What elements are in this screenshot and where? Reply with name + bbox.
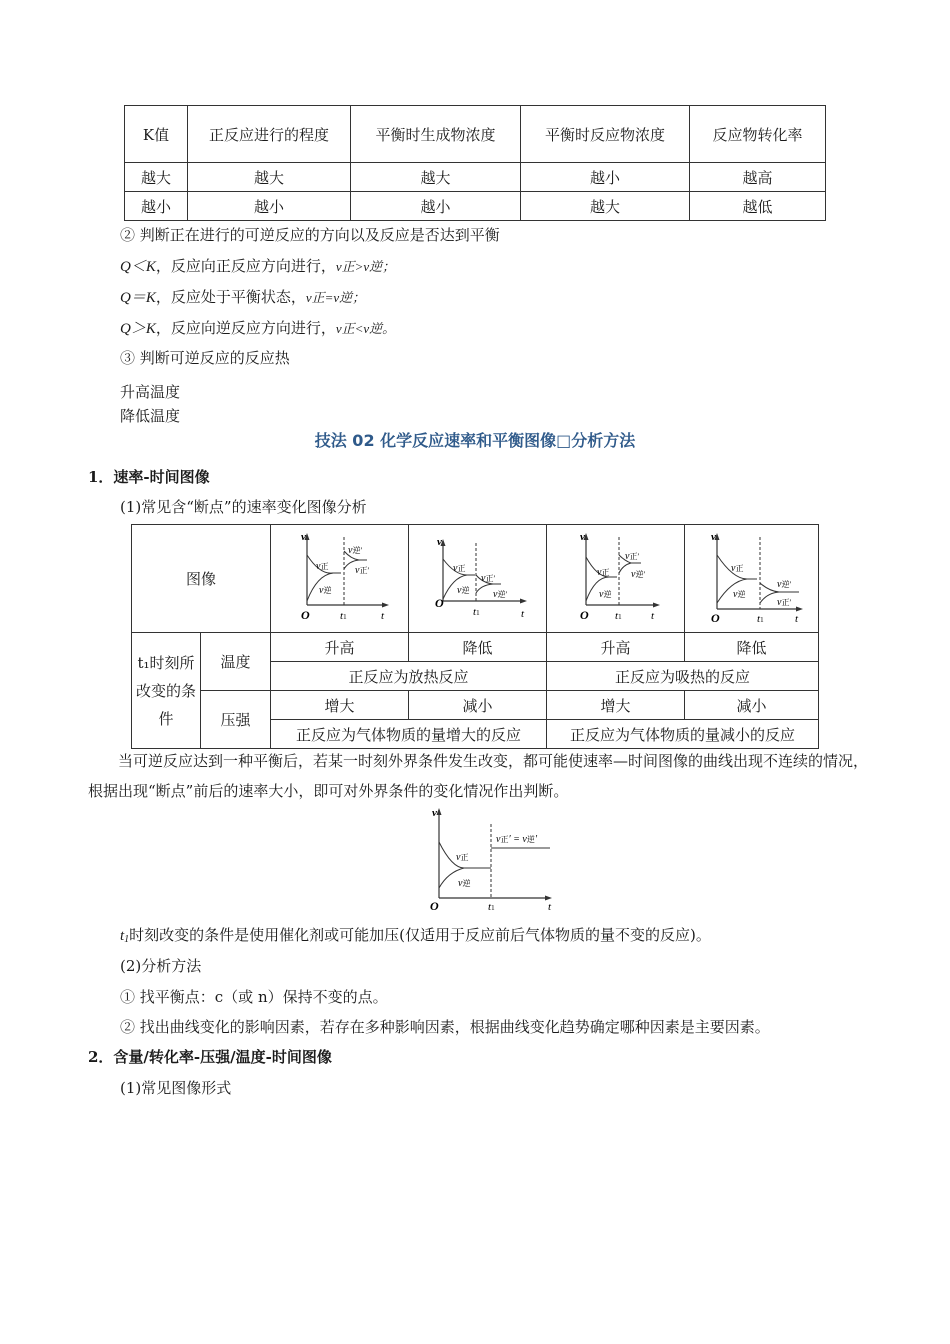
condition: Q＝K — [120, 290, 156, 306]
header-cell: 平衡时反应物浓度 — [521, 106, 690, 163]
svg-text:v逆: v逆 — [456, 584, 469, 596]
temperature-label: 温度 — [201, 633, 271, 691]
table-row — [125, 192, 826, 221]
svg-text:v逆: v逆 — [598, 588, 611, 600]
graph-cell-1 — [271, 525, 409, 633]
rate-graph-raise-temp-endo — [551, 527, 681, 627]
item-3-title: ③ 判断可逆反应的反应热 — [120, 349, 290, 367]
section-1-sub1: (1)常见含“断点”的速率变化图像分析 — [120, 498, 367, 516]
svg-text:O: O — [430, 899, 439, 913]
svg-text:v正: v正 — [596, 566, 609, 578]
svg-text:t1: t1 — [614, 609, 622, 622]
graph-cell-4 — [685, 525, 819, 633]
svg-text:v正′ = v逆′: v正′ = v逆′ — [496, 834, 538, 845]
graph-cell-3 — [547, 525, 685, 633]
svg-text:v正: v正 — [730, 562, 743, 574]
svg-text:O: O — [579, 607, 589, 622]
cell: 越小 — [521, 163, 690, 192]
svg-text:v: v — [710, 530, 716, 543]
cell: 越大 — [351, 163, 521, 192]
svg-text:v正′: v正′ — [480, 572, 495, 584]
svg-text:v逆: v逆 — [318, 584, 331, 596]
graph-cell-2 — [409, 525, 547, 633]
t1-symbol: $t_1$ — [120, 928, 130, 945]
header-cell: 反应物转化率 — [690, 106, 826, 163]
header-cell: 正反应进行的程度 — [188, 106, 351, 163]
cell: 越小 — [188, 192, 351, 221]
svg-text:O: O — [434, 595, 444, 610]
rate-graph-raise-temp-exo — [275, 527, 405, 627]
cell: 减小 — [409, 691, 547, 720]
svg-text:v正: v正 — [315, 560, 328, 572]
header-k: K值 — [125, 106, 188, 163]
cell: 越高 — [690, 163, 826, 192]
cell: 越小 — [125, 192, 188, 221]
k-value-table — [124, 105, 826, 221]
cell: 越大 — [521, 192, 690, 221]
cell: 增大 — [547, 691, 685, 720]
item-2-title: ② 判断正在进行的可逆反应的方向以及反应是否达到平衡 — [120, 226, 500, 244]
svg-text:v正: v正 — [452, 562, 465, 574]
pressure-label: 压强 — [201, 691, 271, 749]
section-2-sub1: (1)常见图像形式 — [120, 1079, 232, 1097]
relation: v正=v逆； — [305, 290, 366, 305]
section-2-title: 2．含量/转化率-压强/温度-时间图像 — [88, 1048, 332, 1066]
svg-text:t: t — [794, 612, 798, 625]
cell: 降低 — [685, 633, 819, 662]
condition-label: t₁时刻所改变的条件 — [132, 633, 201, 749]
method-2: ② 找出曲线变化的影响因素，若存在多种影响因素，根据曲线变化趋势确定哪种因素是主要因素。 — [120, 1018, 770, 1036]
cell: 减小 — [685, 691, 819, 720]
q-lt-k-line — [120, 255, 395, 276]
svg-text:v正′: v正′ — [624, 550, 639, 562]
cell: 升高 — [271, 633, 409, 662]
raise-temp: 升高温度 — [120, 383, 181, 401]
svg-text:v正′: v正′ — [776, 596, 791, 608]
catalyst-note-line — [120, 924, 711, 945]
lower-temp: 降低温度 — [120, 407, 181, 425]
svg-text:v逆: v逆 — [732, 588, 745, 600]
svg-text:t1: t1 — [339, 609, 347, 622]
svg-text:t1: t1 — [472, 605, 480, 618]
cell: 正反应为气体物质的量增大的反应 — [271, 720, 547, 749]
section-1-title: 1．速率-时间图像 — [88, 468, 210, 486]
svg-text:O: O — [300, 607, 310, 622]
svg-text:v正: v正 — [456, 852, 469, 863]
cell: 越小 — [351, 192, 521, 221]
svg-text:v逆′: v逆′ — [630, 568, 645, 580]
cell: 升高 — [547, 633, 685, 662]
condition: Q＞K — [120, 321, 156, 337]
svg-text:t: t — [548, 901, 552, 913]
q-eq-k-line — [120, 286, 365, 307]
relation: v正>v逆； — [335, 259, 396, 274]
rate-time-table — [131, 524, 819, 749]
method-1: ① 找平衡点：c（或 n）保持不变的点。 — [120, 988, 388, 1006]
svg-text:t: t — [520, 607, 524, 620]
svg-text:t: t — [380, 609, 384, 622]
cell: 正反应为放热反应 — [271, 662, 547, 691]
svg-text:v: v — [300, 530, 306, 543]
rate-graph-lower-temp-endo — [687, 527, 817, 627]
cell: 越大 — [125, 163, 188, 192]
condition: Q＜K — [120, 259, 156, 275]
header-cell: 平衡时生成物浓度 — [351, 106, 521, 163]
image-label: 图像 — [132, 525, 271, 633]
svg-text:v逆′: v逆′ — [776, 578, 791, 590]
cell: 增大 — [271, 691, 409, 720]
table-row — [125, 163, 826, 192]
svg-text:v: v — [436, 535, 442, 548]
svg-text:O: O — [710, 610, 720, 625]
cell: 正反应为吸热的反应 — [547, 662, 819, 691]
break-point-paragraph: 当可逆反应达到一种平衡后，若某一时刻外界条件发生改变，都可能使速率—时间图像的曲线出现不连续的情况，根据出现“断点”前后的速率大小，即可对外界条件的变化情况作出判断。 — [88, 752, 869, 800]
relation: v正<v逆。 — [335, 321, 396, 336]
svg-text:v: v — [432, 807, 437, 819]
svg-text:v逆: v逆 — [458, 878, 471, 889]
catalyst-rate-graph — [424, 802, 559, 914]
section-1-sub2: (2)分析方法 — [120, 957, 202, 975]
svg-text:v正′: v正′ — [354, 564, 369, 576]
cell: 越低 — [690, 192, 826, 221]
text: ，反应处于平衡状态， — [155, 288, 306, 306]
text: ，反应向逆反应方向进行， — [155, 319, 336, 337]
svg-text:v逆′: v逆′ — [347, 544, 362, 556]
rate-graph-lower-temp-exo — [413, 527, 543, 627]
section-heading: 技法 02 化学反应速率和平衡图像□分析方法 — [314, 431, 636, 450]
cell: 降低 — [409, 633, 547, 662]
svg-text:t1: t1 — [756, 612, 764, 625]
catalyst-note: 时刻改变的条件是使用催化剂或可能加压(仅适用于反应前后气体物质的量不变的反应)。 — [129, 926, 711, 944]
cell: 越大 — [188, 163, 351, 192]
svg-text:t: t — [650, 609, 654, 622]
q-gt-k-line — [120, 317, 395, 338]
cell: 正反应为气体物质的量减小的反应 — [547, 720, 819, 749]
svg-text:v逆′: v逆′ — [492, 588, 507, 600]
svg-text:v: v — [579, 530, 585, 543]
svg-text:t1: t1 — [488, 901, 495, 913]
text: ，反应向正反应方向进行， — [155, 257, 336, 275]
